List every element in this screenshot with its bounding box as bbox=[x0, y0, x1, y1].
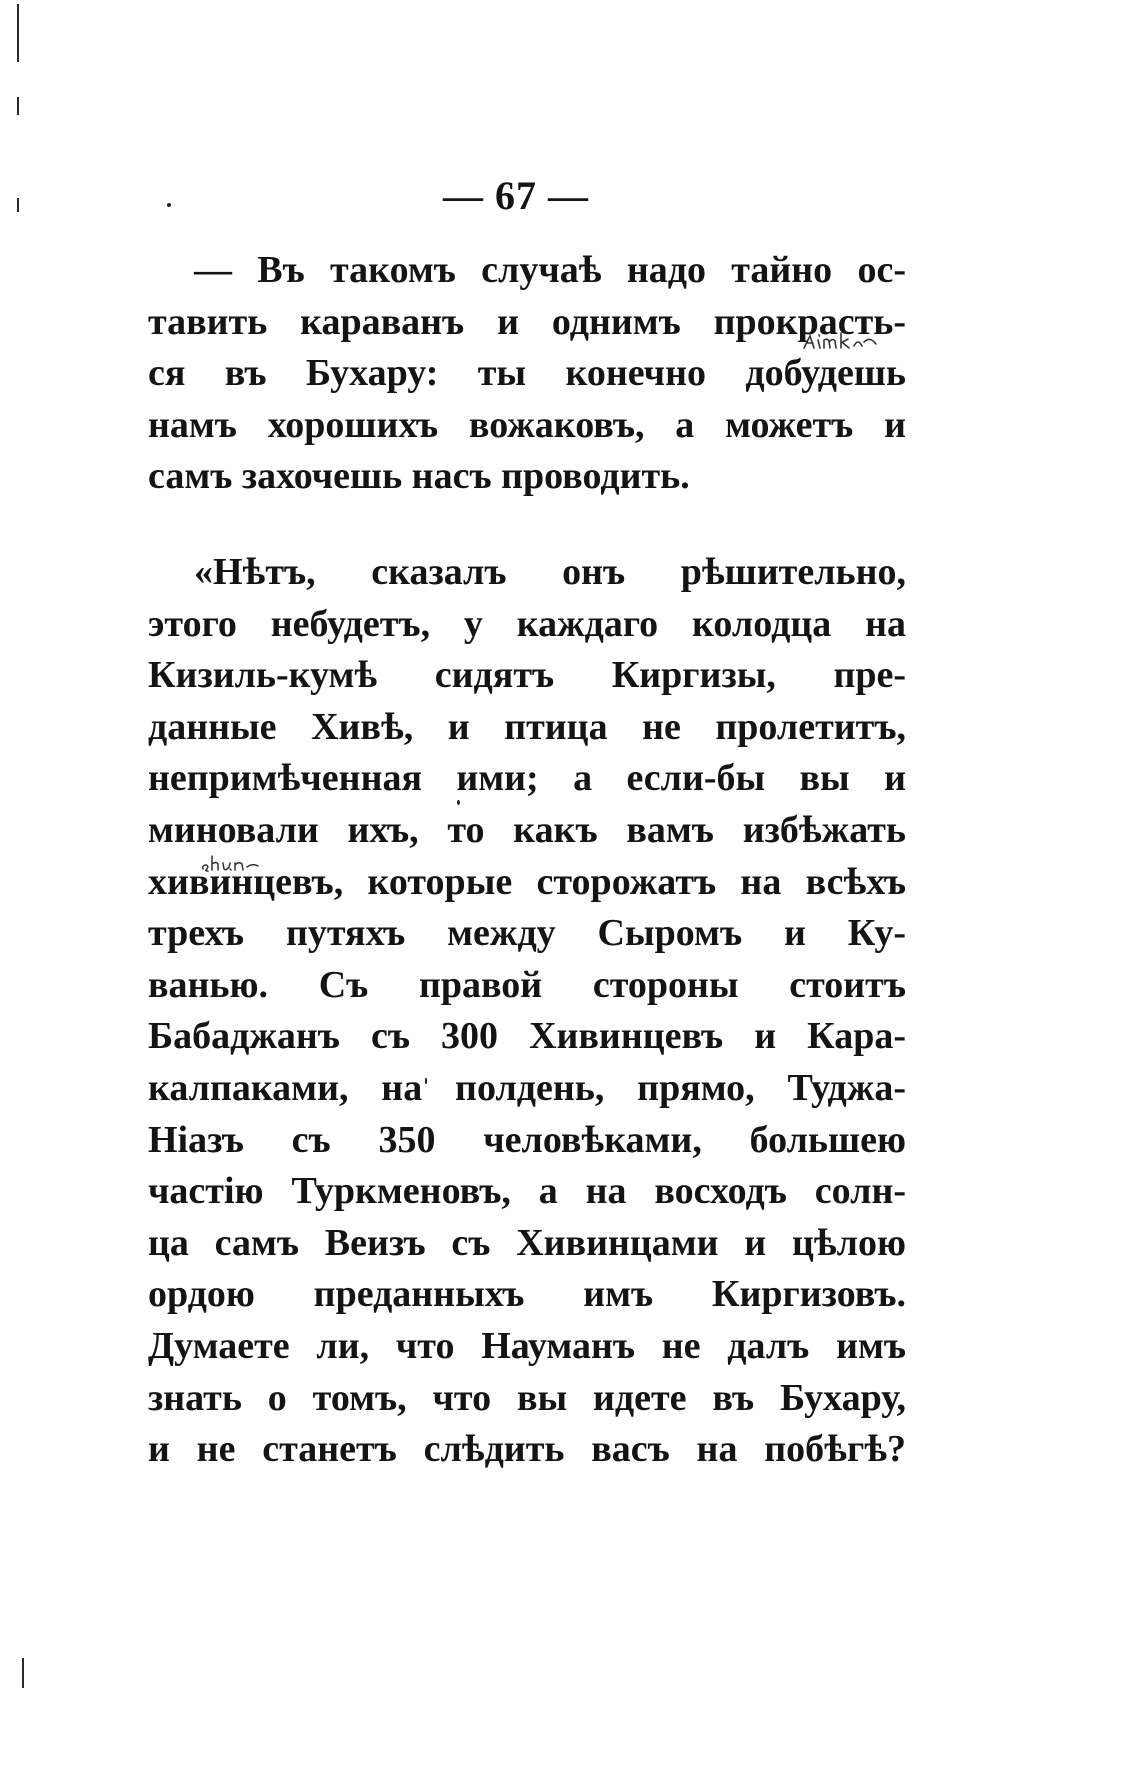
scan-speck bbox=[167, 203, 171, 207]
page-number: — 67 — bbox=[443, 173, 589, 218]
text-line: Бабаджанъ съ 300 Хивинцевъ и Кара- bbox=[148, 1015, 906, 1058]
text-line: знать о томъ, что вы идете въ Бухару, bbox=[148, 1376, 906, 1419]
text-line: данные Хивѣ, и птица не пролетитъ, bbox=[148, 705, 906, 748]
text-line: трехъ путяхъ между Сыромъ и Ку- bbox=[148, 912, 906, 955]
scan-edge-mark bbox=[17, 4, 19, 62]
text-line: ся въ Бухару: ты конечно добудешь bbox=[148, 352, 906, 395]
scan-edge-mark bbox=[17, 198, 19, 212]
text-line: ванью. Съ правой стороны стоитъ bbox=[148, 963, 906, 1006]
text-line: непримѣченная ими; а если-бы вы и bbox=[148, 757, 906, 800]
paragraph bbox=[148, 547, 906, 1476]
text-line: намъ хорошихъ вожаковъ, а можетъ и bbox=[148, 403, 906, 446]
text-line: этого небудетъ, у каждаго колодца на bbox=[148, 602, 906, 645]
text-line: и не станетъ слѣдить васъ на побѣгѣ? bbox=[148, 1428, 906, 1471]
text-line: ца самъ Веизъ съ Хивинцами и цѣлою bbox=[148, 1221, 906, 1264]
text-line: — Въ такомъ случаѣ надо тайно ос- bbox=[194, 249, 906, 291]
text-line: калпаками, на полдень, прямо, Туджа- bbox=[148, 1066, 906, 1109]
text-line: Кизиль-кумѣ сидятъ Киргизы, пре- bbox=[148, 654, 906, 697]
text-line: ордою преданныхъ имъ Киргизовъ. bbox=[148, 1273, 906, 1316]
text-line: «Нѣтъ, сказалъ онъ рѣшительно, bbox=[194, 551, 906, 593]
scan-edge-mark bbox=[22, 1658, 24, 1688]
text-line: самъ захочешь насъ проводить. bbox=[148, 455, 690, 498]
text-line: миновали ихъ, то какъ вамъ избѣжать bbox=[148, 808, 906, 851]
paragraph bbox=[148, 245, 906, 503]
scan-edge-mark bbox=[17, 97, 19, 115]
text-line: частію Туркменовъ, а на восходъ солн- bbox=[148, 1170, 906, 1213]
text-line: Думаете ли, что Науманъ не далъ имъ bbox=[148, 1324, 906, 1367]
text-line: Ніазъ съ 350 человѣками, большею bbox=[148, 1118, 906, 1161]
text-line: тавить караванъ и однимъ прокрасть- bbox=[148, 300, 906, 343]
text-line: хивинцевъ, которые сторожатъ на всѣхъ bbox=[148, 860, 906, 903]
